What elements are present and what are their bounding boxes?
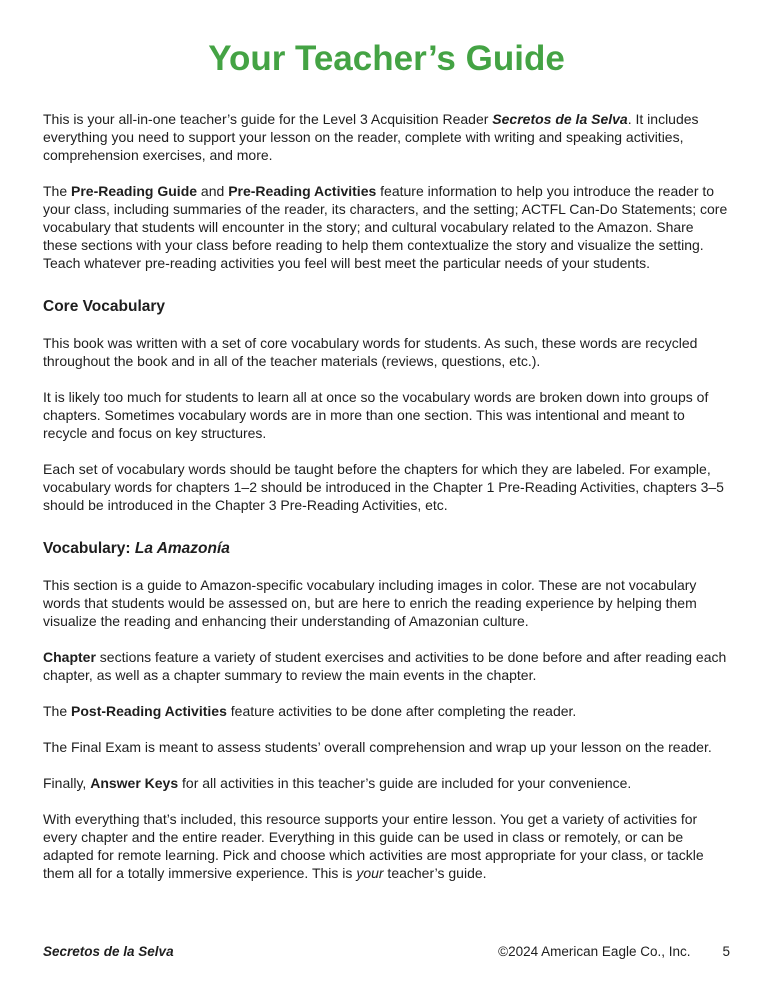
page-footer [43,944,730,960]
footer-book-title: Secretos de la Selva [43,944,174,959]
paragraph: With everything that’s included, this resource supports your entire lesson. You get a variety of activities for every chapter and the entire reader. Everything in this guide can be used in class or remotely, or can be adapted for remote learning. Pick and choose which activities are most appropriate for your class, or tackle them all for a totally immersive experience. This is your teacher’s guide. [43,811,704,881]
paragraph: Finally, Answer Keys for all activities in this teacher’s guide are included for your convenience. [43,775,632,791]
paragraph: This is your all-in-one teacher’s guide for the Level 3 Acquisition Reader Secretos de la Selva. It includes everything you need to support your lesson on the reader, complete with writing and speaking activities, comprehension exercises, and more. [43,111,699,163]
section-heading-vocabulary-amazonia: Vocabulary: La Amazonía [43,540,230,557]
paragraph: Chapter sections feature a variety of student exercises and activities to be done before and after reading each chapter, as well as a chapter summary to review the main events in the chapter. [43,649,727,683]
paragraph: Each set of vocabulary words should be taught before the chapters for which they are labeled. For example, vocabulary words for chapters 1–2 should be introduced in the Chapter 1 Pre-Reading Activities, chapters 3–5 should be introduced in the Chapter 3 Pre-Reading Activities, etc. [43,461,724,513]
paragraph: This section is a guide to Amazon-specific vocabulary including images in color. These are not vocabulary words that students would be assessed on, but are here to enrich the reading experience by helping them visualize the reading and enhancing their understanding of Amazonian culture. [43,577,697,629]
paragraph: The Final Exam is meant to assess students’ overall comprehension and wrap up your lesson on the reader. [43,739,712,755]
paragraph: The Post-Reading Activities feature activities to be done after completing the reader. [43,703,577,719]
page-content [43,110,730,882]
footer-copyright: ©2024 American Eagle Co., Inc. [498,944,691,959]
paragraph: This book was written with a set of core vocabulary words for students. As such, these words are recycled throughout the book and in all of the teacher materials (reviews, questions, etc.). [43,335,698,369]
footer-page-number: 5 [722,944,730,959]
footer-right-group [498,944,730,960]
section-heading-core-vocabulary: Core Vocabulary [43,298,166,315]
paragraph: The Pre-Reading Guide and Pre-Reading Activities feature information to help you introduce the reader to your class, including summaries of the reader, its characters, and the setting; ACTFL Can-Do Statements; core vocabulary that students will encounter in the story; and cultural vocabulary related to the Amazon. Share these sections with your class before reading to help them contextualize the story and visualize the setting. Teach whatever pre-reading activities you feel will best meet the particular needs of your students. [43,183,728,271]
page-title: Your Teacher’s Guide [208,39,565,78]
paragraph: It is likely too much for students to learn all at once so the vocabulary words are broken down into groups of chapters. Sometimes vocabulary words are in more than one section. This was intentional and meant to recycle and focus on key structures. [43,389,709,441]
